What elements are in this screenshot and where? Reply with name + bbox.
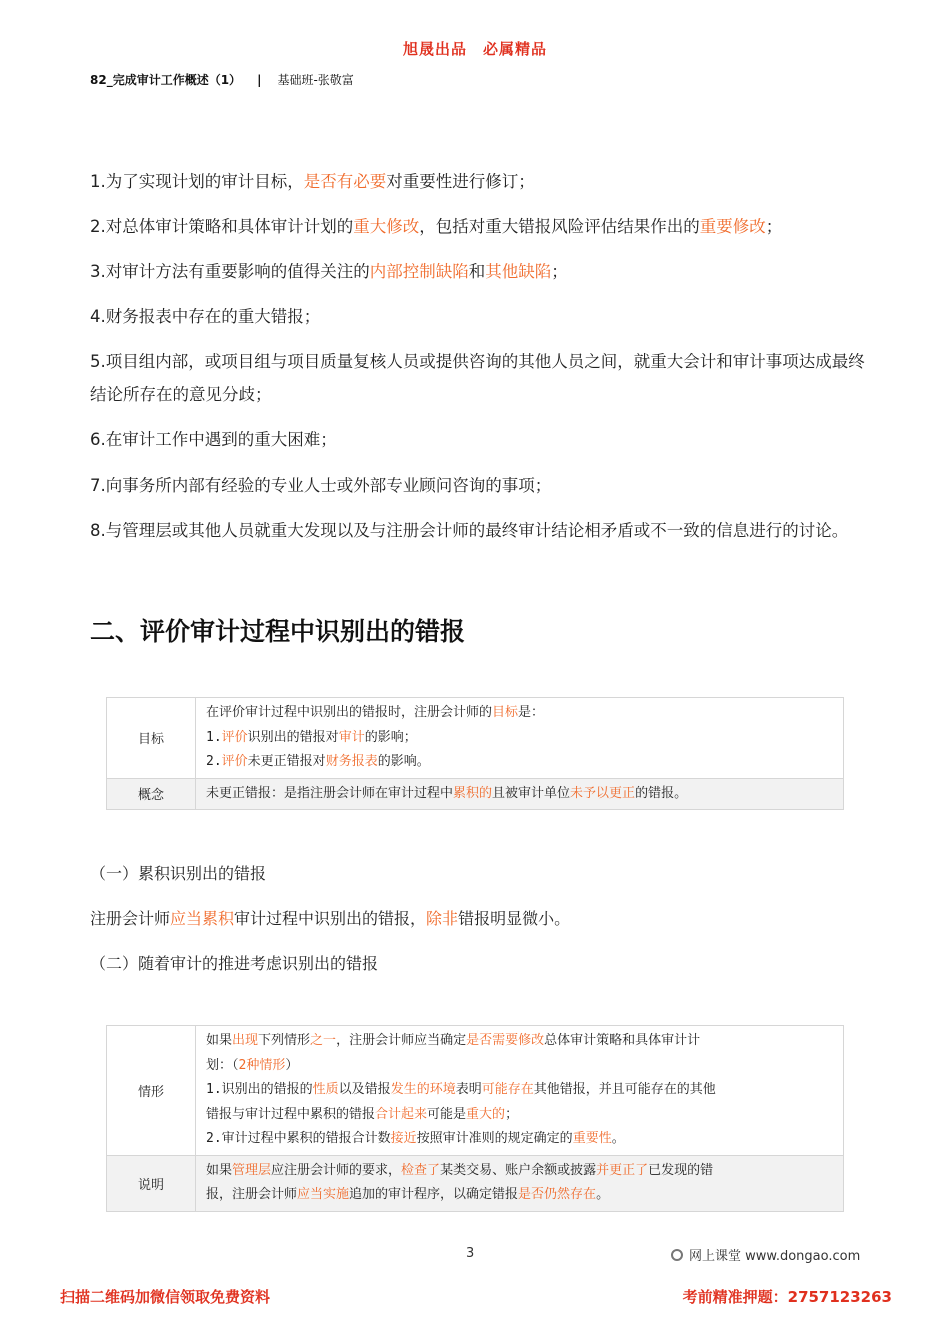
list-item-6 — [90, 423, 865, 456]
text-segment: 错报与审计过程中累积的错报 — [206, 1106, 376, 1122]
list-item-1 — [90, 165, 865, 198]
list-item-5 — [90, 345, 865, 411]
table-line — [206, 726, 833, 751]
subsection-1-title: （一）累积识别出的错报 — [90, 864, 267, 883]
banner-text: 旭晟出品 必属精品 — [402, 40, 547, 58]
highlight-text: 重要修改 — [699, 217, 766, 236]
text-segment: 6.在审计工作中遇到的重大困难； — [90, 430, 337, 449]
table-line — [206, 750, 833, 775]
subsection-1-body — [90, 904, 570, 934]
text-segment: 如果 — [206, 1033, 233, 1048]
highlight-text: 目标 — [492, 705, 519, 720]
text-segment: 是： — [518, 705, 545, 720]
header-separator: | — [257, 73, 262, 87]
highlight-text: 是否需要修改 — [466, 1033, 545, 1048]
text-segment: 1.为了实现计划的审计目标， — [90, 172, 304, 191]
list-item-8 — [90, 514, 865, 547]
highlight-text: 内部控制缺陷 — [369, 262, 469, 281]
text-segment: 2.对总体审计策略和具体审计计划的 — [90, 217, 354, 236]
highlight-text: 评价 — [221, 754, 248, 769]
table-line — [206, 782, 833, 807]
highlight-text: 检查了 — [401, 1162, 441, 1178]
row-label-note: 说明 — [107, 1155, 196, 1211]
text-segment: 如果 — [206, 1162, 233, 1178]
text-segment: ） — [285, 1057, 299, 1073]
highlight-text: 发生的环境 — [390, 1082, 456, 1097]
page-number: 3 — [466, 1246, 475, 1261]
text-segment: 已发现的错 — [648, 1162, 714, 1178]
brand-footer — [671, 1245, 860, 1264]
row-content-concept — [196, 778, 844, 810]
text-segment: 的影响； — [364, 729, 417, 745]
subsection-2-title: （二）随着审计的推进考虑识别出的错报 — [90, 954, 379, 973]
promo-right: 考前精准押题：2757123263 — [682, 1288, 892, 1306]
table-line — [206, 1159, 833, 1184]
text-segment: 未更正错报对 — [247, 754, 326, 769]
text-segment: ； — [551, 262, 568, 281]
situation-note-table — [106, 1025, 844, 1212]
text-segment: 总体审计策略和具体审计计 — [544, 1033, 701, 1048]
text-segment: 4.财务报表中存在的重大错报； — [90, 307, 321, 326]
highlight-text: 性质 — [312, 1082, 339, 1097]
highlight-text: 2种情形 — [238, 1057, 286, 1073]
highlight-text: 应当累积 — [170, 909, 235, 928]
highlight-text: 审计 — [338, 729, 365, 745]
text-segment: 注册会计师 — [90, 909, 171, 928]
course-title: 82_完成审计工作概述（1） — [90, 73, 242, 87]
list-item-2 — [90, 210, 865, 243]
text-segment: 下列情形 — [258, 1033, 311, 1048]
table-line — [206, 1029, 833, 1054]
text-segment: 在评价审计过程中识别出的错报时，注册会计师的 — [206, 705, 493, 720]
table-row — [107, 778, 844, 810]
table-line — [206, 1054, 833, 1079]
row-label-situation: 情形 — [107, 1026, 196, 1156]
brand-logo-icon — [671, 1249, 683, 1261]
text-segment: 可能是 — [427, 1106, 467, 1122]
highlight-text: 财务报表 — [325, 754, 378, 769]
text-segment: ，包括对重大错报风险评估结果作出的 — [419, 217, 700, 236]
text-segment: 和 — [468, 262, 486, 281]
text-segment: 某类交易、账户余额或披露 — [440, 1162, 597, 1178]
table-row — [107, 1026, 844, 1156]
text-segment: 1.识别出的错报的 — [206, 1082, 313, 1097]
text-segment: 8.与管理层或其他人员就重大发现以及与注册会计师的最终审计结论相矛盾或不一致的信息进行的讨论。 — [90, 521, 849, 540]
course-header — [90, 71, 354, 88]
text-segment: ； — [765, 217, 783, 236]
table-row — [107, 1155, 844, 1211]
highlight-text: 并更正了 — [596, 1162, 649, 1178]
text-segment: 3.对审计方法有重要影响的值得关注的 — [90, 262, 370, 281]
highlight-text: 其他缺陷 — [485, 262, 552, 281]
list-item-3 — [90, 255, 865, 288]
text-segment: 追加的审计程序，以确定错报 — [349, 1187, 519, 1202]
highlight-text: 出现 — [232, 1033, 259, 1048]
text-segment: 应注册会计师的要求， — [271, 1162, 402, 1178]
text-segment: 的错报。 — [635, 785, 688, 801]
text-segment: ； — [505, 1106, 519, 1122]
section-title: 二、评价审计过程中识别出的错报 — [90, 617, 466, 646]
table-line — [206, 1183, 833, 1208]
highlight-text: 评价 — [221, 729, 248, 745]
text-segment: 7.向事务所内部有经验的专业人士或外部专业顾问咨询的事项； — [90, 476, 552, 495]
text-segment: 以及错报 — [338, 1082, 391, 1097]
highlight-text: 重要性 — [572, 1131, 612, 1146]
text-segment: 未更正错报：是指注册会计师在审计过程中 — [206, 785, 454, 801]
row-content-goal — [196, 698, 844, 779]
text-segment: 。 — [596, 1187, 610, 1202]
list-item-7 — [90, 469, 865, 502]
text-segment: 的影响。 — [377, 754, 430, 769]
text-segment: ，注册会计师应当确定 — [336, 1033, 467, 1048]
highlight-text: 接近 — [390, 1131, 417, 1146]
row-label-concept: 概念 — [107, 778, 196, 810]
text-segment: 按照审计准则的规定确定的 — [416, 1131, 573, 1146]
text-segment: 其他错报，并且可能存在的其他 — [533, 1082, 716, 1097]
text-segment: 对重要性进行修订； — [386, 172, 535, 191]
highlight-text: 可能存在 — [481, 1082, 534, 1097]
table-line — [206, 1127, 833, 1152]
highlight-text: 是否有必要 — [303, 172, 387, 191]
table-line — [206, 701, 833, 726]
list-item-4 — [90, 300, 865, 333]
course-class: 基础班-张敬富 — [277, 73, 354, 87]
text-segment: 2. — [206, 754, 222, 769]
table-row — [107, 698, 844, 779]
text-segment: 审计过程中识别出的错报， — [234, 909, 427, 928]
highlight-text: 重大的 — [466, 1106, 506, 1122]
highlight-text: 累积的 — [453, 785, 493, 801]
highlight-text: 重大修改 — [353, 217, 420, 236]
text-segment: 表明 — [455, 1082, 482, 1097]
text-segment: 且被审计单位 — [492, 785, 571, 801]
text-segment: 1. — [206, 729, 222, 745]
promo-left: 扫描二维码加微信领取免费资料 — [60, 1288, 271, 1306]
highlight-text: 合计起来 — [375, 1106, 428, 1122]
highlight-text: 应当实施 — [297, 1187, 350, 1202]
text-segment: 识别出的错报对 — [247, 729, 339, 745]
highlight-text: 除非 — [426, 909, 459, 928]
text-segment: 2.审计过程中累积的错报合计数 — [206, 1131, 391, 1146]
highlight-text: 管理层 — [232, 1162, 272, 1178]
goal-concept-table — [106, 697, 844, 810]
highlight-text: 是否仍然存在 — [518, 1187, 597, 1202]
table-line — [206, 1078, 833, 1103]
text-segment: 报，注册会计师 — [206, 1187, 298, 1202]
row-label-goal: 目标 — [107, 698, 196, 779]
table-line — [206, 1103, 833, 1128]
text-segment: 划：（ — [206, 1057, 239, 1073]
row-content-situation — [196, 1026, 844, 1156]
text-segment: 。 — [611, 1131, 625, 1146]
brand-text: 网上课堂 www.dongao.com — [689, 1249, 861, 1264]
row-content-note — [196, 1155, 844, 1211]
text-segment: 错报明显微小。 — [458, 909, 571, 928]
highlight-text: 之一 — [310, 1033, 337, 1048]
highlight-text: 未予以更正 — [570, 785, 636, 801]
text-segment: 5.项目组内部，或项目组与项目质量复核人员或提供咨询的其他人员之间，就重大会计和审计事项达成最终结论所存在的意见分歧； — [90, 352, 865, 404]
